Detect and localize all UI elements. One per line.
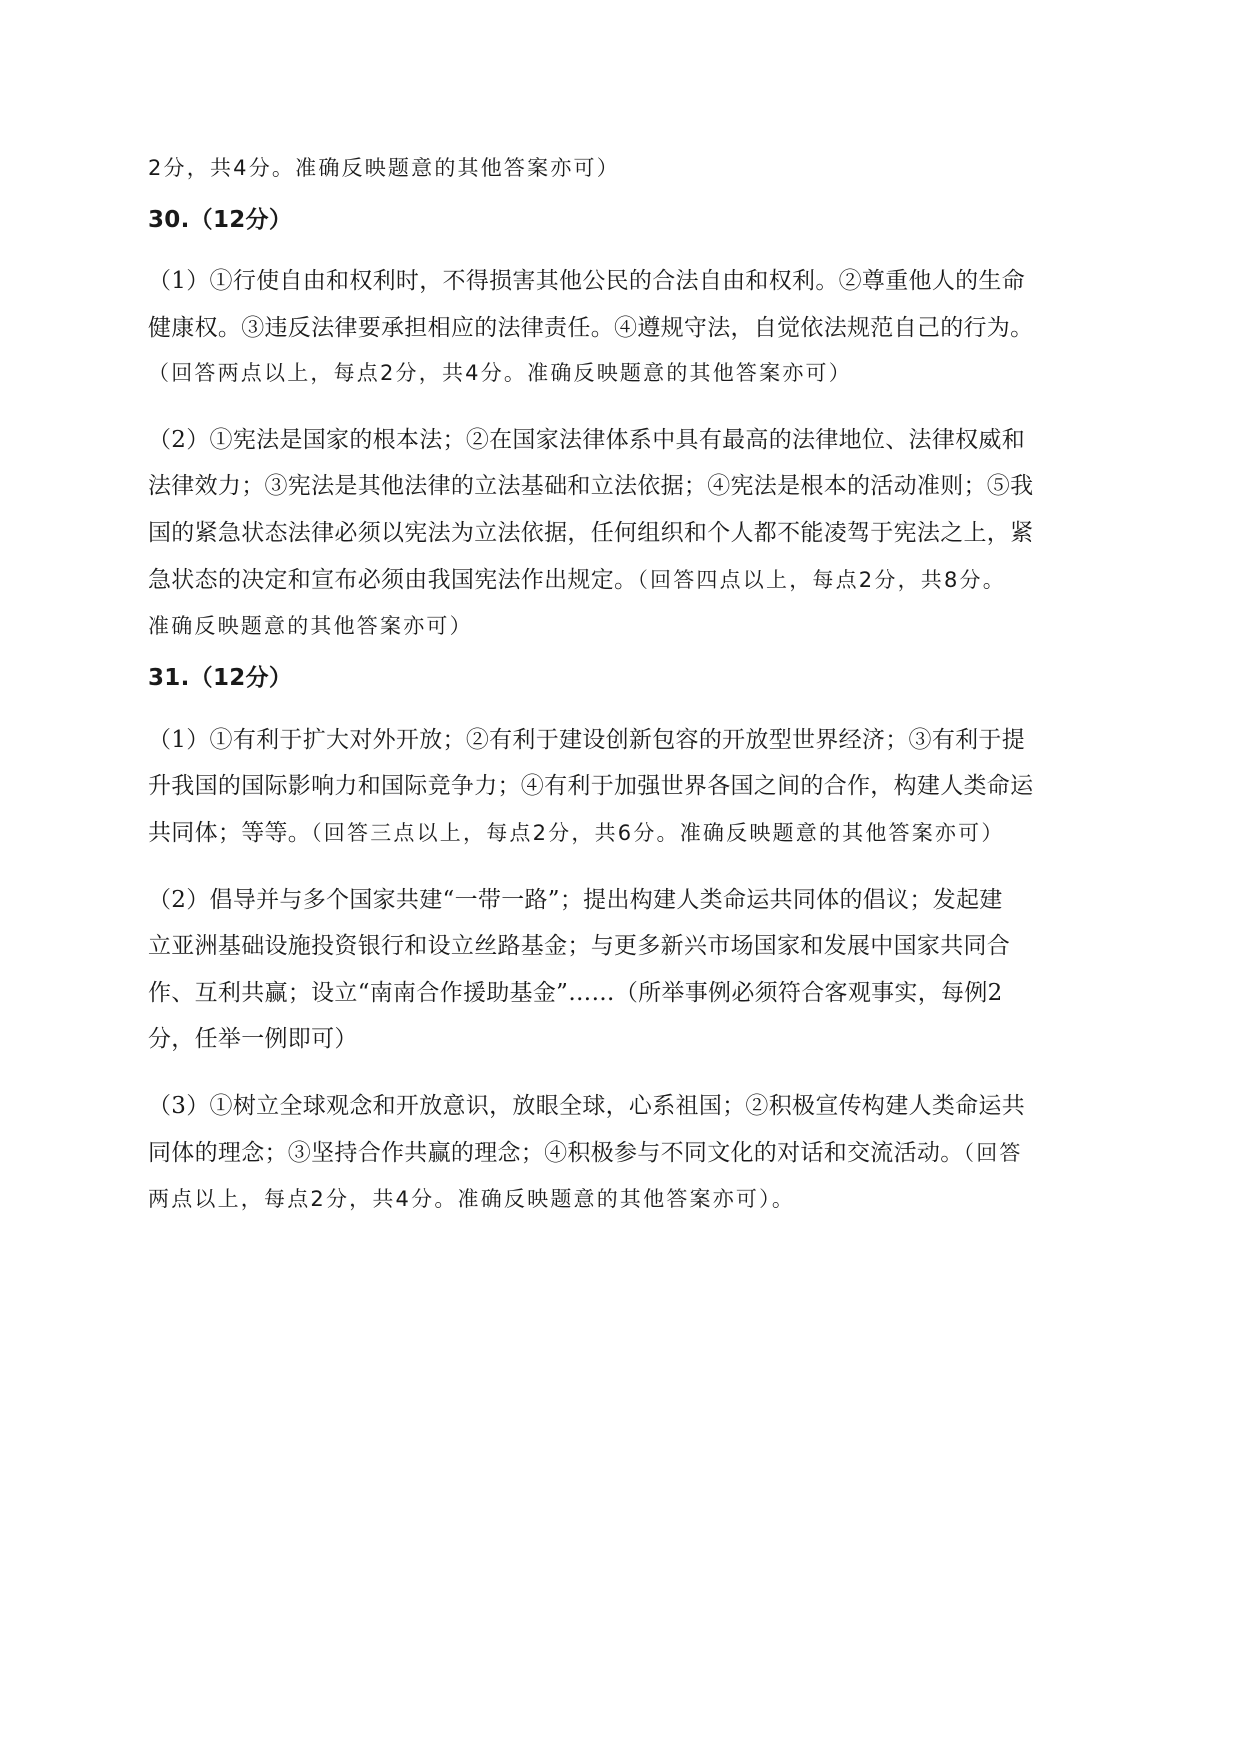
q31-part3-line2 bbox=[148, 1137, 1023, 1169]
q31-part2-line1: （2）倡导并与多个国家共建“一带一路”；提出构建人类命运共同体的倡议；发起建 bbox=[148, 887, 1003, 913]
q30-part2-line4-note: （回答四点以上，每点2分，共8分。 bbox=[637, 568, 1006, 592]
q30-part2-line1: （2）①宪法是国家的根本法；②在国家法律体系中具有最高的法律地位、法律权威和 bbox=[148, 427, 1026, 453]
q30-part2-line4-text: 急状态的决定和宣布必须由我国宪法作出规定。 bbox=[148, 567, 638, 593]
question-31-heading: 31.（12分） bbox=[148, 665, 293, 691]
q30-part2-line2: 法律效力；③宪法是其他法律的立法基础和立法依据；④宪法是根本的活动准则；⑤我 bbox=[148, 473, 1034, 499]
q31-part2-line2: 立亚洲基础设施投资银行和设立丝路基金；与更多新兴市场国家和发展中国家共同合 bbox=[148, 933, 1011, 959]
q30-part2-line5: 准确反映题意的其他答案亦可） bbox=[148, 614, 473, 638]
q30-part1-line1: （1）①行使自由和权利时，不得损害其他公民的合法自由和权利。②尊重他人的生命 bbox=[148, 268, 1026, 294]
q31-part2-line3: 作、互利共赢；设立“南南合作援助基金”……（所举事例必须符合客观事实，每例2 bbox=[148, 980, 1003, 1006]
q31-part3-line2-text: 同体的理念；③坚持合作共赢的理念；④积极参与不同文化的对话和交流活动。 bbox=[148, 1140, 964, 1166]
q31-part1-line3-note: （回答三点以上，每点2分，共6分。准确反映题意的其他答案亦可） bbox=[311, 821, 1005, 845]
q30-part2-line4 bbox=[148, 564, 1006, 596]
q31-part3-line3: 两点以上，每点2分，共4分。准确反映题意的其他答案亦可）。 bbox=[148, 1187, 796, 1211]
intro-tail: 2分，共4分。准确反映题意的其他答案亦可） bbox=[148, 156, 620, 180]
q31-part1-line3 bbox=[148, 817, 1005, 849]
q30-part2-line3: 国的紧急状态法律必须以宪法为立法依据，任何组织和个人都不能凌驾于宪法之上，紧 bbox=[148, 520, 1034, 546]
q30-part1-note: （回答两点以上，每点2分，共4分。准确反映题意的其他答案亦可） bbox=[148, 361, 852, 385]
q31-part1-line1: （1）①有利于扩大对外开放；②有利于建设创新包容的开放型世界经济；③有利于提 bbox=[148, 727, 1026, 753]
q31-part3-line1: （3）①树立全球观念和开放意识，放眼全球，心系祖国；②积极宣传构建人类命运共 bbox=[148, 1093, 1026, 1119]
q31-part2-line4: 分，任举一例即可） bbox=[148, 1026, 358, 1052]
question-30-heading: 30.（12分） bbox=[148, 207, 293, 233]
q31-part1-line3-text: 共同体；等等。 bbox=[148, 820, 312, 846]
q31-part1-line2: 升我国的国际影响力和国际竞争力；④有利于加强世界各国之间的合作，构建人类命运 bbox=[148, 773, 1034, 799]
q30-part1-line2: 健康权。③违反法律要承担相应的法律责任。④遵规守法，自觉依法规范自己的行为。 bbox=[148, 315, 1034, 341]
q31-part3-line2-note: （回答 bbox=[963, 1141, 1023, 1165]
